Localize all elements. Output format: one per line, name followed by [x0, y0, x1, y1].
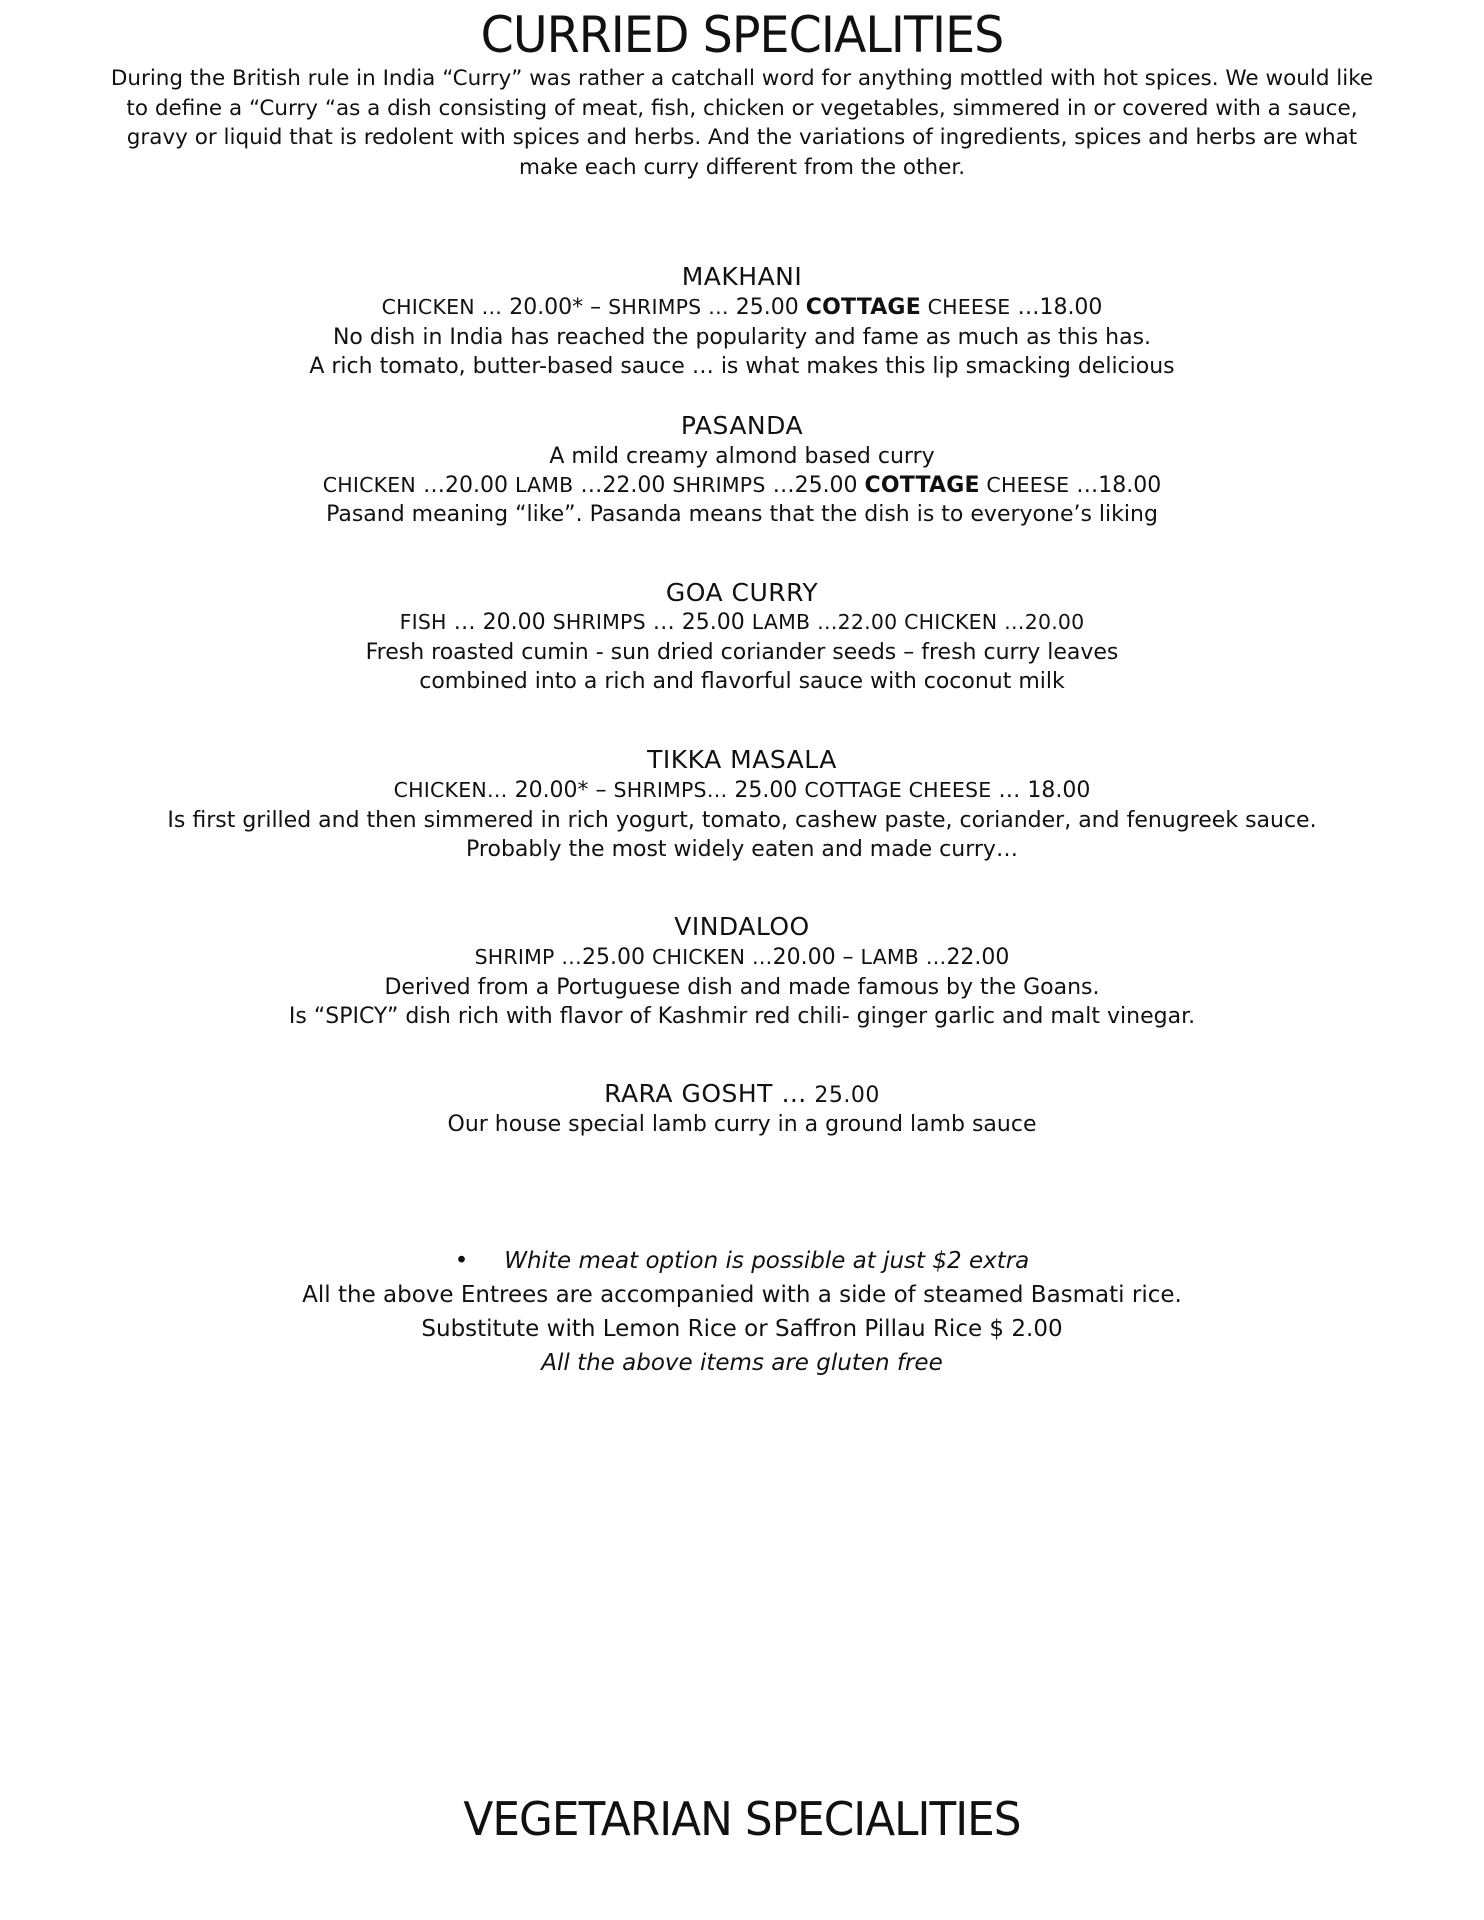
price-shrimps: 25.00	[727, 778, 805, 803]
dish-description: Derived from a Portuguese dish and made famous by the Goans.	[384, 975, 1100, 1000]
price-shrimps: 25.00	[728, 295, 806, 320]
price-label-shrimp: SHRIMP …	[474, 945, 582, 969]
price-label-shrimps: SHRIMPS…	[613, 778, 728, 802]
price-shrimps: …25.00	[765, 473, 865, 498]
price-label-cottage: COTTAGE	[805, 295, 921, 320]
price-cottage-cheese: … 18.00	[991, 778, 1091, 803]
dish-name: VINDALOO	[674, 912, 810, 941]
price-label-chicken: CHICKEN …	[651, 945, 773, 969]
dish-description: Our house special lamb curry in a ground lamb sauce	[447, 1112, 1037, 1137]
price-line	[0, 608, 1484, 637]
price-line	[0, 471, 1484, 500]
dish-name: MAKHANI	[681, 262, 803, 291]
price-cottage-cheese: …18.00	[1010, 295, 1103, 320]
dish-description: No dish in India has reached the popularity and fame as much as this has.	[332, 325, 1152, 350]
price-label-shrimps: SHRIMPS	[672, 473, 766, 497]
price-label-lamb: LAMB …	[860, 945, 947, 969]
price-chicken: …20.00	[997, 610, 1085, 634]
dish-description: Pasand meaning “like”. Pasanda means that the dish is to everyone’s liking	[326, 502, 1158, 527]
price-line	[0, 776, 1484, 805]
price-line	[0, 943, 1484, 972]
price-chicken: 20.00 –	[772, 945, 861, 970]
intro-paragraph: During the British rule in India “Curry” was rather a catchall word for anything mottled with hot spices. We would like to define a “Curry “as a dish consisting of meat, fish, chicken or vegetables, simmered in or covered with a sauce, gravy or liquid that is redolent with spices and herbs. And the variations of ingredients, spices and herbs are what make each curry different from the other.	[110, 66, 1374, 180]
price-shrimps: … 25.00	[645, 610, 752, 635]
page-title: CURRIED SPECIALITIES	[480, 6, 1004, 64]
price-line	[0, 293, 1484, 322]
price-label-fish: FISH	[399, 610, 447, 634]
bullet-icon: •	[454, 1248, 469, 1274]
note-gluten-free: All the above items are gluten free	[541, 1350, 943, 1376]
dish-subtitle: A mild creamy almond based curry	[549, 444, 935, 469]
price-lamb: …22.00	[573, 473, 673, 498]
price-label-lamb: LAMB	[751, 610, 811, 634]
price-label-cheese: CHEESE	[979, 473, 1070, 497]
price-lamb: …22.00	[810, 610, 905, 634]
price-lamb: 25.00	[806, 1083, 880, 1108]
dish-name: GOA CURRY	[665, 578, 819, 607]
price-label-cottage: COTTAGE	[864, 473, 980, 498]
dish-name-line	[0, 1079, 1484, 1110]
dish-name: TIKKA MASALA	[647, 745, 837, 774]
dish-description: combined into a rich and flavorful sauce with coconut milk	[419, 669, 1065, 694]
price-label-chicken: CHICKEN …	[381, 295, 503, 319]
price-label-chicken: CHICKEN…	[393, 778, 508, 802]
price-label-shrimps: SHRIMPS …	[608, 295, 729, 319]
price-chicken: 20.00* –	[502, 295, 609, 320]
price-label-cheese: CHEESE	[920, 295, 1011, 319]
price-shrimp: 25.00	[581, 945, 652, 970]
price-label-chicken: CHICKEN	[904, 610, 998, 634]
price-label-cottage-cheese: COTTAGE CHEESE	[804, 778, 992, 802]
price-chicken: 20.00* –	[507, 778, 614, 803]
next-section-title: VEGETARIAN SPECIALITIES	[463, 1792, 1021, 1846]
dish-description: Is first grilled and then simmered in rich yogurt, tomato, cashew paste, coriander, and fenugreek sauce.	[167, 808, 1317, 833]
price-label-shrimps: SHRIMPS	[552, 610, 646, 634]
dish-description: A rich tomato, butter-based sauce … is what makes this lip smacking delicious	[309, 354, 1175, 379]
price-label-lamb: LAMB	[514, 473, 574, 497]
note-white-meat	[0, 1244, 1484, 1278]
price-label-chicken: CHICKEN	[322, 473, 416, 497]
dish-name: PASANDA	[680, 411, 804, 440]
note-substitute: Substitute with Lemon Rice or Saffron Pillau Rice $ 2.00	[421, 1316, 1063, 1342]
dish-description: Fresh roasted cumin - sun dried coriander seeds – fresh curry leaves	[365, 640, 1119, 665]
dish-description: Is “SPICY” dish rich with flavor of Kashmir red chili- ginger garlic and malt vinegar.	[288, 1004, 1196, 1029]
dish-name: RARA GOSHT …	[604, 1079, 807, 1108]
price-lamb: 22.00	[946, 945, 1010, 970]
dish-description: Probably the most widely eaten and made curry…	[466, 837, 1018, 862]
note-text: White meat option is possible at just $2 extra	[504, 1248, 1030, 1274]
price-chicken: …20.00	[415, 473, 515, 498]
price-cottage-cheese: …18.00	[1069, 473, 1162, 498]
note-rice: All the above Entrees are accompanied with a side of steamed Basmati rice.	[302, 1282, 1182, 1308]
price-fish: … 20.00	[446, 610, 553, 635]
